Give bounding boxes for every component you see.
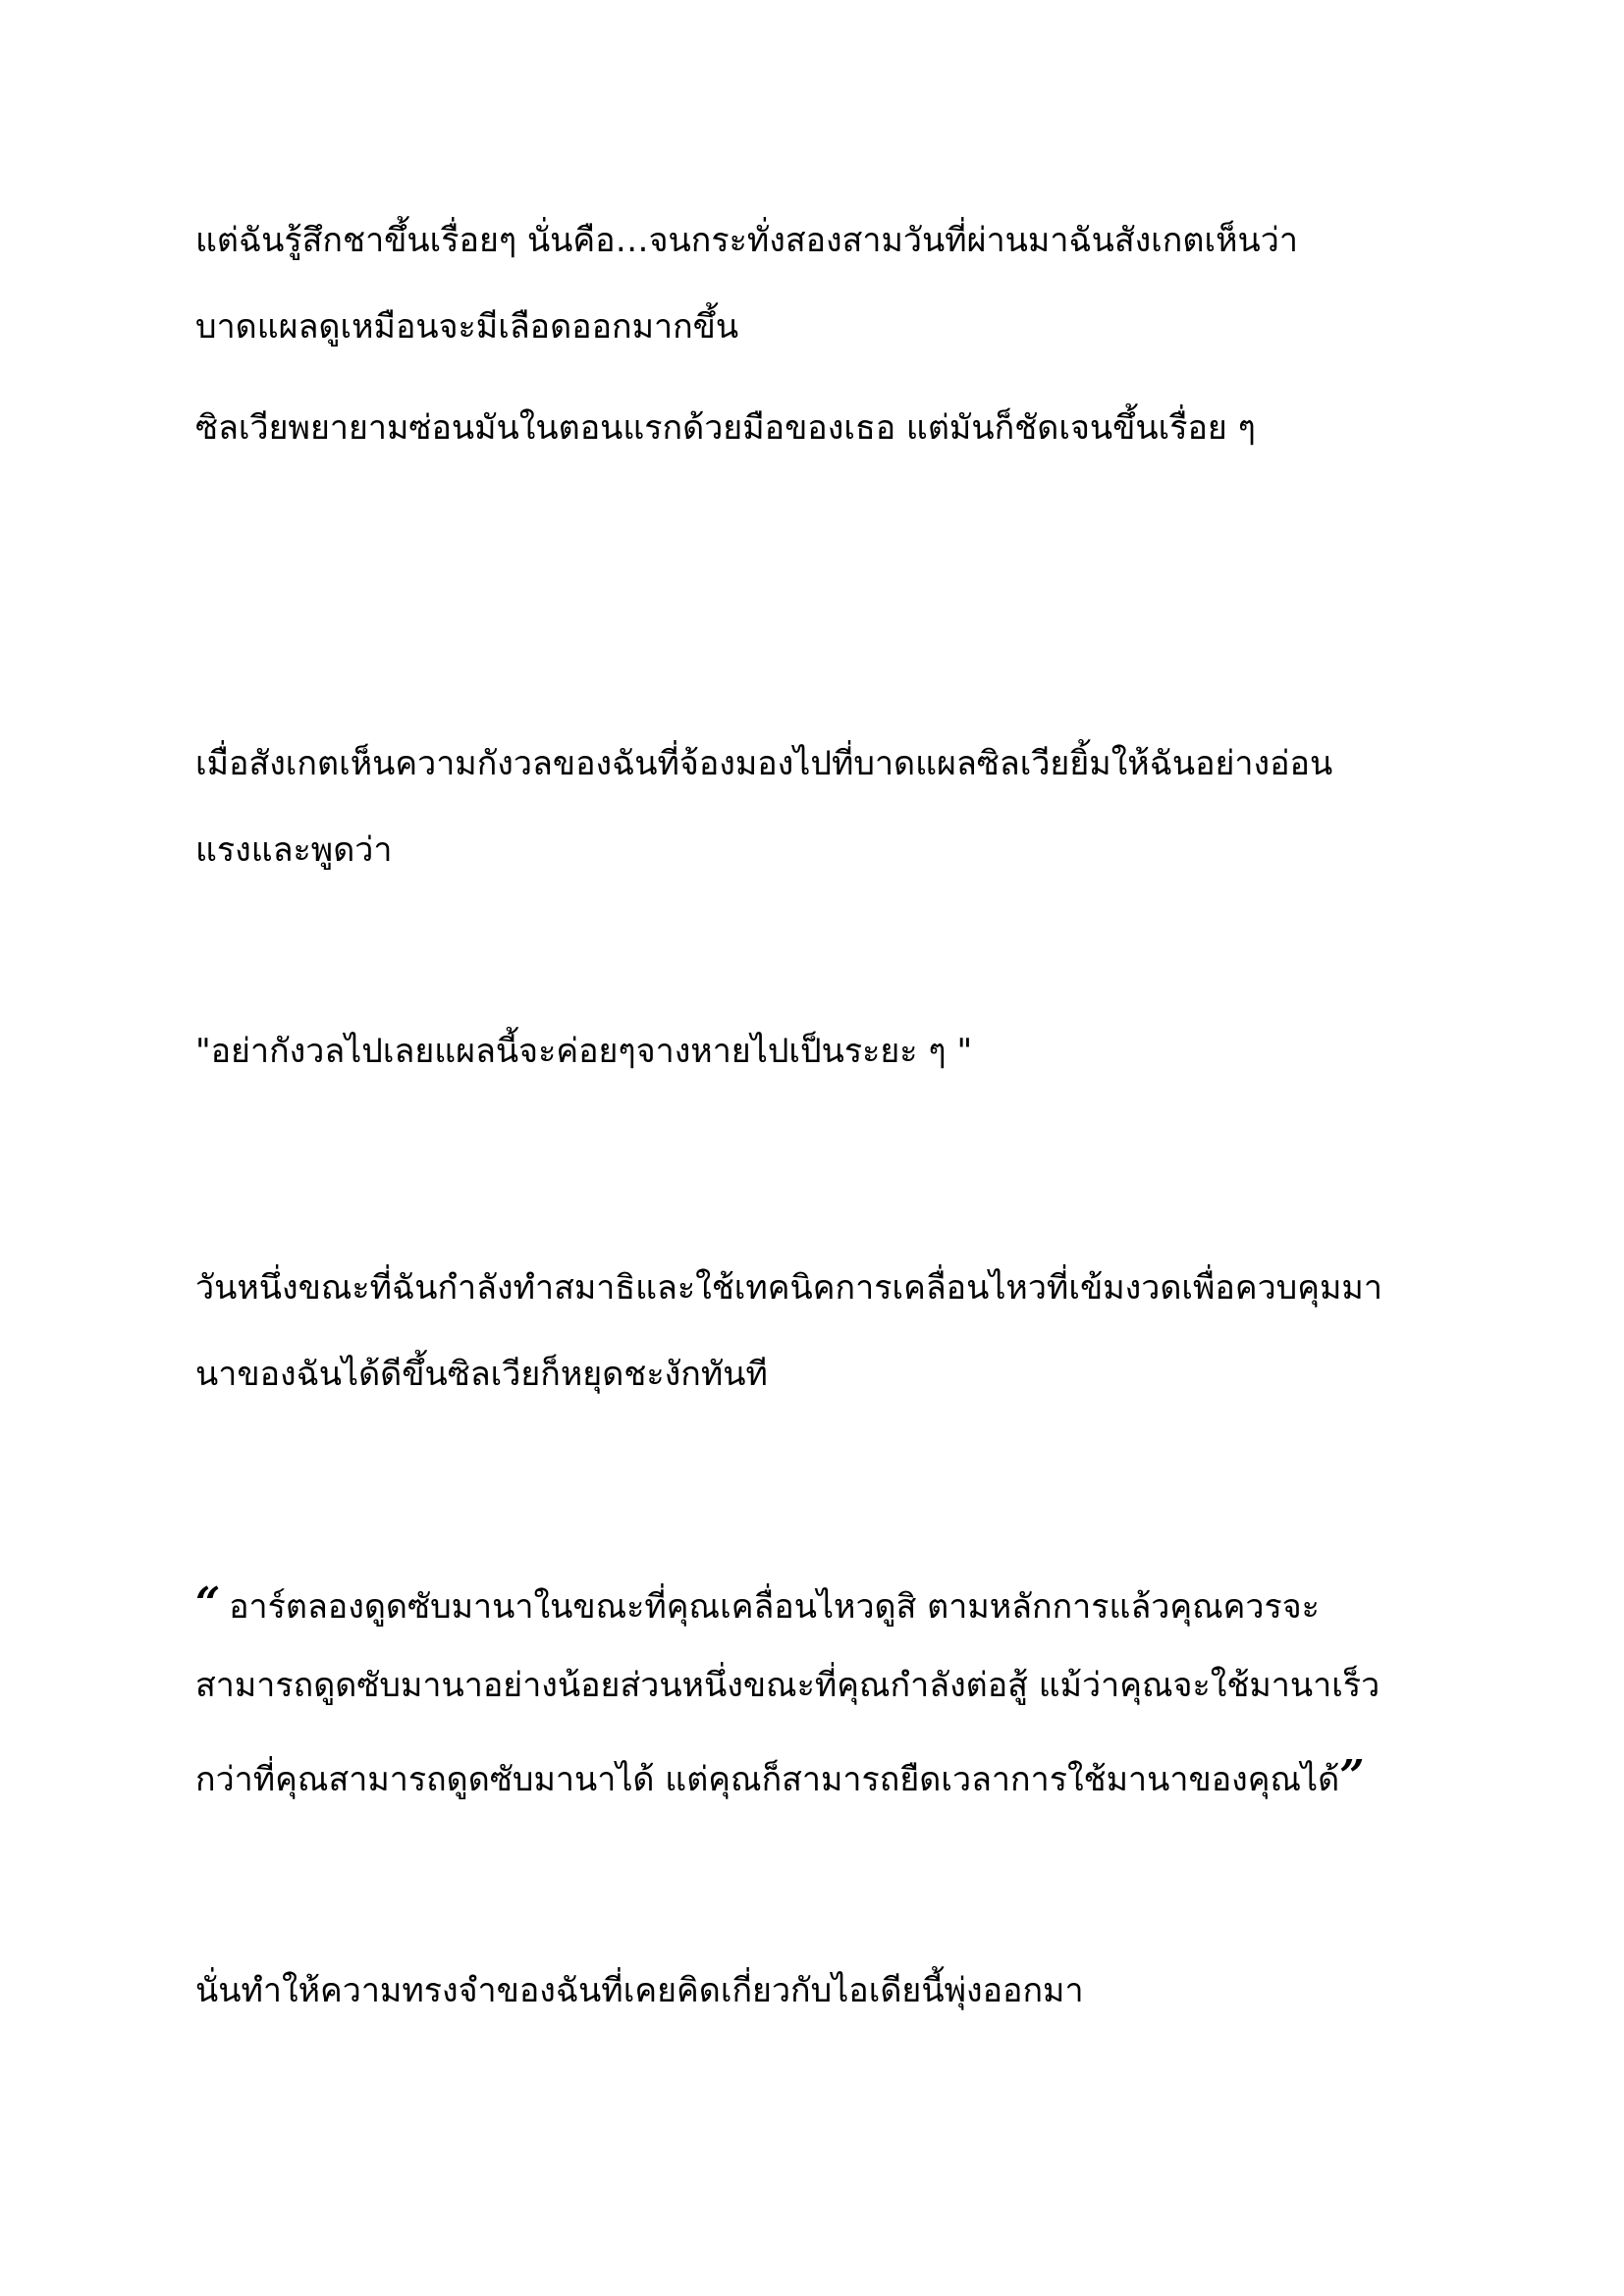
paragraph-dialogue-dont-worry — [195, 1032, 1442, 1071]
text-line: นั่นทำให้ความทรงจำของฉันที่เคยคิดเกี่ยวกับไอเดียนี้พุ่งออกมา — [195, 1971, 1084, 2010]
paragraph-quote-absorb-mana — [195, 1578, 1442, 1801]
text-line: บาดแผลดูเหมือนจะมีเลือดออกมากขึ้น — [195, 307, 739, 347]
text-line: แรงและพูดว่า — [195, 830, 393, 870]
text-line: แต่ฉันรู้สึกชาขึ้นเรื่อยๆ นั่นคือ…จนกระทั่งสองสามวันที่ผ่านมาฉันสังเกตเห็นว่า — [195, 221, 1298, 260]
paragraph-meditation — [195, 1268, 1442, 1394]
paragraph-memory — [195, 1971, 1442, 2010]
text-line — [195, 1751, 1442, 1801]
quote-text: กว่าที่คุณสามารถดูดซับมานาได้ แต่คุณก็สามารถยืดเวลาการใช้มานาของคุณได้ — [195, 1760, 1340, 1799]
text-line: เมื่อสังเกตเห็นความกังวลของฉันที่จ้องมองไปที่บาดแผลซิลเวียยิ้มให้ฉันอย่างอ่อน — [195, 744, 1333, 783]
text-line: นาของฉันได้ดีขึ้นซิลเวียก็หยุดชะงักทันที — [195, 1355, 768, 1394]
text-line — [195, 1578, 1442, 1629]
text-line: "อย่ากังวลไปเลยแผลนี้จะค่อยๆจางหายไปเป็นระยะ ๆ " — [195, 1032, 973, 1071]
text-line: วันหนึ่งขณะที่ฉันกำลังทำสมาธิและใช้เทคนิคการเคลื่อนไหวที่เข้มงวดเพื่อควบคุมมา — [195, 1268, 1382, 1308]
paragraph-noticing-worry — [195, 744, 1442, 870]
open-quote-mark: “ — [195, 1578, 219, 1629]
paragraph-sylvia-hiding — [195, 408, 1442, 448]
text-line: ซิลเวียพยายามซ่อนมันในตอนแรกด้วยมือของเธอ แต่มันก็ชัดเจนขึ้นเรื่อย ๆ — [195, 408, 1256, 448]
text-line: สามารถดูดซับมานาอย่างน้อยส่วนหนึ่งขณะที่คุณกำลังต่อสู้ แม้ว่าคุณจะใช้มานาเร็ว — [195, 1666, 1380, 1705]
close-quote-mark: ” — [1339, 1751, 1363, 1801]
quote-text: อาร์ตลองดูดซับมานาในขณะที่คุณเคลื่อนไหวดูสิ ตามหลักการแล้วคุณควรจะ — [218, 1587, 1320, 1627]
paragraph-numbness — [195, 221, 1442, 347]
